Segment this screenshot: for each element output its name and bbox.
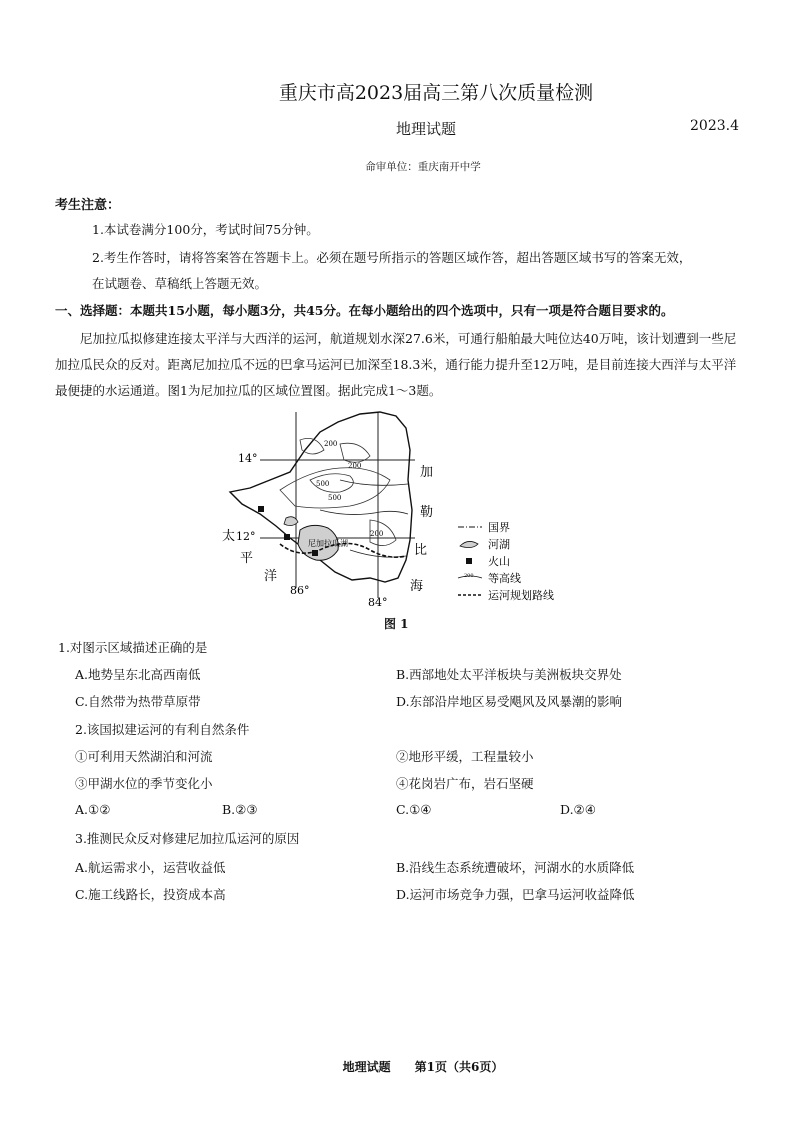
question-1-option-d: D.东部沿岸地区易受飓风及风暴潮的影响 — [396, 694, 623, 709]
page-footer: 地理试题 第1页（共6页） — [342, 1060, 504, 1074]
question-2-option-b: B.②③ — [222, 802, 258, 817]
pacific-label: 太 — [222, 529, 236, 544]
question-2-option-c: C.①④ — [396, 802, 432, 817]
contour-label: 200 — [324, 440, 338, 448]
legend-contour-sample: 200 — [464, 573, 474, 579]
question-3-option-a: A.航运需求小，运营收益低 — [75, 860, 226, 875]
lake-label: 尼加拉瓜湖 — [308, 539, 348, 548]
contour-label: 200 — [370, 530, 384, 538]
caribbean-label: 勒 — [420, 505, 434, 520]
question-3-option-b: B.沿线生态系统遭破坏，河湖水的水质降低 — [396, 860, 635, 875]
volcano-icon — [312, 550, 318, 556]
nicaragua-map — [220, 410, 600, 610]
volcano-icon — [284, 534, 290, 540]
question-3-option-d: D.运河市场竞争力强，巴拿马运河收益降低 — [396, 887, 635, 902]
contour-line — [340, 443, 370, 462]
page-title: 重庆市高2023届高三第八次质量检测 — [278, 82, 594, 104]
exam-subject: 地理试题 — [396, 120, 457, 138]
legend-river-lake: 河湖 — [488, 538, 510, 551]
pacific-label: 洋 — [264, 569, 278, 584]
question-1-option-c: C.自然带为热带草原带 — [75, 694, 201, 709]
legend-volcano: 火山 — [488, 555, 510, 568]
section-heading: 一、选择题：本题共15小题，每小题3分，共45分。在每小题给出的四个选项中，只有一项是符合题目要求的。 — [55, 303, 674, 318]
river — [320, 510, 408, 515]
caribbean-label: 加 — [420, 465, 434, 480]
notice-item-1: 1.本试卷满分100分，考试时间75分钟。 — [92, 222, 319, 237]
map-legend — [458, 521, 554, 602]
question-3-stem: 3.推测民众反对修建尼加拉瓜运河的原因 — [75, 831, 300, 846]
setter-unit: 命审单位：重庆南开中学 — [365, 161, 481, 173]
question-1-option-b: B.西部地处太平洋板块与美洲板块交界处 — [396, 667, 622, 682]
contour-label: 500 — [328, 494, 342, 502]
volcano-icon — [258, 506, 264, 512]
legend-contour: 等高线 — [488, 572, 521, 585]
lon-label-84: 84° — [368, 596, 388, 609]
contour-label: 200 — [348, 462, 362, 470]
legend-canal: 运河规划路线 — [488, 589, 554, 602]
caribbean-label: 海 — [410, 579, 424, 594]
lon-label-86: 86° — [290, 584, 310, 597]
lat-label-14: 14° — [238, 452, 258, 465]
question-2-statement-2: ②地形平缓，工程量较小 — [396, 749, 534, 764]
pacific-label: 平 — [240, 551, 254, 566]
exam-date: 2023.4 — [690, 118, 739, 134]
question-intro: 尼加拉瓜拟修建连接太平洋与大西洋的运河，航道规划水深27.6米，可通行船舶最大吨位达40万吨，该计划遭到一些尼加拉瓜民众的反对。距离尼加拉瓜不远的巴拿马运河已加深至18.3米，通行能力提升至12万吨，是目前连接大西洋与太平洋最便捷的水运通道。图1为尼加拉瓜的区域位置图。据此完成1～3题。 — [55, 331, 737, 398]
figure-caption: 图 1 — [384, 617, 409, 631]
contour-label: 500 — [316, 480, 330, 488]
question-2-statement-3: ③甲湖水位的季节变化小 — [75, 776, 213, 791]
question-2-stem: 2.该国拟建运河的有利自然条件 — [75, 722, 250, 737]
legend-volcano-icon — [466, 558, 472, 564]
notice-item-2-line-1: 2.考生作答时，请将答案答在答题卡上。必须在题号所指示的答题区域作答，超出答题区域书写的答案无效， — [92, 250, 692, 265]
caribbean-label: 比 — [414, 543, 428, 558]
question-2-statement-1: ①可利用天然湖泊和河流 — [75, 749, 213, 764]
legend-border: 国界 — [488, 521, 510, 534]
question-2-option-a: A.①② — [75, 802, 111, 817]
question-1-stem: 1.对图示区域描述正确的是 — [58, 640, 208, 655]
river — [340, 480, 408, 485]
lat-label-12: 12° — [236, 530, 256, 543]
question-2-statement-4: ④花岗岩广布，岩石坚硬 — [396, 776, 534, 791]
question-1-option-a: A.地势呈东北高西南低 — [75, 667, 201, 682]
legend-lake-symbol — [460, 541, 478, 547]
question-3-option-c: C.施工线路长，投资成本高 — [75, 887, 226, 902]
notice-item-2-line-2: 在试题卷、草稿纸上答题无效。 — [92, 276, 268, 291]
question-2-option-d: D.②④ — [560, 802, 596, 817]
notice-heading: 考生注意： — [55, 198, 121, 213]
